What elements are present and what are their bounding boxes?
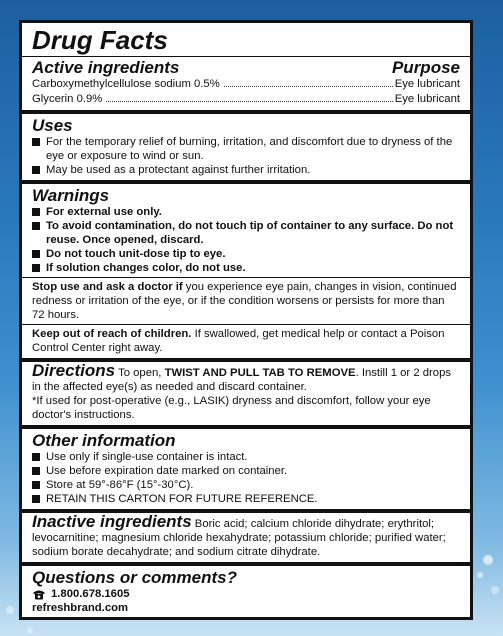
stop-use-paragraph [22, 277, 470, 322]
ingredient-row [32, 77, 460, 92]
list-item [32, 492, 460, 506]
ingredient-row [32, 92, 460, 107]
list-item-text: Store at 59°-86°F (15°-30°C). [46, 479, 194, 491]
list-item [32, 478, 460, 492]
ingredient-purpose: Eye lubricant [394, 78, 460, 90]
directions-note: *If used for post-operative (e.g., LASIK) dryness and discomfort, follow your eye doctor's instructions. [32, 395, 431, 421]
list-item-text: If solution changes color, do not use. [46, 262, 246, 274]
ingredient-name: Carboxymethylcellulose sodium 0.5% [32, 78, 220, 90]
directions-bold: TWIST AND PULL TAB TO REMOVE [164, 367, 356, 379]
telephone-icon [32, 589, 46, 600]
list-item-text: For the temporary relief of burning, irritation, and discomfort due to dryness of the eye or exposure to wind or sun. [46, 136, 453, 162]
questions-heading: Questions or comments? [32, 568, 237, 587]
keep-out-text: If swallowed, get medical help or contact a Poison Control Center right away. [32, 328, 445, 354]
divider [22, 56, 470, 57]
bullet-icon [32, 138, 40, 146]
list-item [32, 450, 460, 464]
header-section [22, 23, 470, 114]
bullet-icon [32, 481, 40, 489]
directions-heading: Directions [32, 361, 116, 380]
list-item [32, 205, 460, 219]
bullet-icon [32, 453, 40, 461]
list-item-text: RETAIN THIS CARTON FOR FUTURE REFERENCE. [46, 493, 318, 505]
list-item-text: Use only if single-use container is intact. [46, 451, 248, 463]
purpose-heading: Purpose [391, 58, 460, 77]
stop-use-text: you experience eye pain, changes in vision, continued redness or irritation of the eye, or if the condition worsens or persists for more than 72 hours. [32, 281, 457, 321]
bullet-icon [32, 166, 40, 174]
bullet-icon [32, 495, 40, 503]
bullet-icon [32, 467, 40, 475]
list-item-text: For external use only. [46, 206, 162, 218]
bullet-icon [32, 222, 40, 230]
ingredient-purpose: Eye lubricant [394, 93, 460, 105]
list-item [32, 163, 460, 177]
dot-leader [106, 101, 392, 102]
keep-out-label: Keep out of reach of children. [32, 328, 192, 340]
list-item [32, 261, 460, 275]
active-ingredients-heading: Active ingredients [32, 58, 180, 77]
warnings-heading: Warnings [32, 186, 110, 205]
directions-section [22, 362, 470, 429]
list-item [32, 464, 460, 478]
page-title: Drug Facts [32, 25, 168, 55]
list-item [32, 219, 460, 247]
questions-section [22, 566, 470, 618]
list-item-text: To avoid contamination, do not touch tip of container to any surface. Do not reuse. Once opened, discard. [46, 220, 454, 246]
keep-out-paragraph [22, 324, 470, 355]
other-information-section [22, 429, 470, 513]
ingredient-name: Glycerin 0.9% [32, 93, 103, 105]
warnings-section [22, 184, 470, 362]
inactive-ingredients-section [22, 513, 470, 566]
active-ingredients-header [32, 58, 460, 77]
phone-row [32, 587, 460, 601]
drug-facts-panel [19, 20, 473, 620]
inactive-ingredients-heading: Inactive ingredients [32, 512, 192, 531]
bullet-icon [32, 208, 40, 216]
bullet-icon [32, 264, 40, 272]
uses-section [22, 114, 470, 184]
dot-leader [224, 86, 393, 87]
directions-text: To open, [115, 367, 165, 379]
list-item-text: Do not touch unit-dose tip to eye. [46, 248, 226, 260]
phone-number[interactable]: 1.800.678.1605 [51, 588, 130, 600]
stop-use-label: Stop use and ask a doctor if [32, 281, 183, 293]
list-item-text: Use before expiration date marked on container. [46, 465, 288, 477]
other-information-heading: Other information [32, 431, 176, 450]
bullet-icon [32, 250, 40, 258]
list-item [32, 135, 460, 163]
list-item [32, 247, 460, 261]
list-item-text: May be used as a protectant against further irritation. [46, 164, 311, 176]
directions-text-2: . Instill 1 or 2 drops in the affected eye(s) as needed and discard container. [32, 367, 452, 393]
uses-heading: Uses [32, 116, 73, 135]
website-link[interactable]: refreshbrand.com [32, 602, 129, 614]
inactive-ingredients-text: Boric acid; calcium chloride dihydrate; erythritol; levocarnitine; magnesium chloride hexahydrate; potassium chloride; purified water; sodium borate decahydrate; and sodium citrate dihydrate. [32, 518, 446, 558]
